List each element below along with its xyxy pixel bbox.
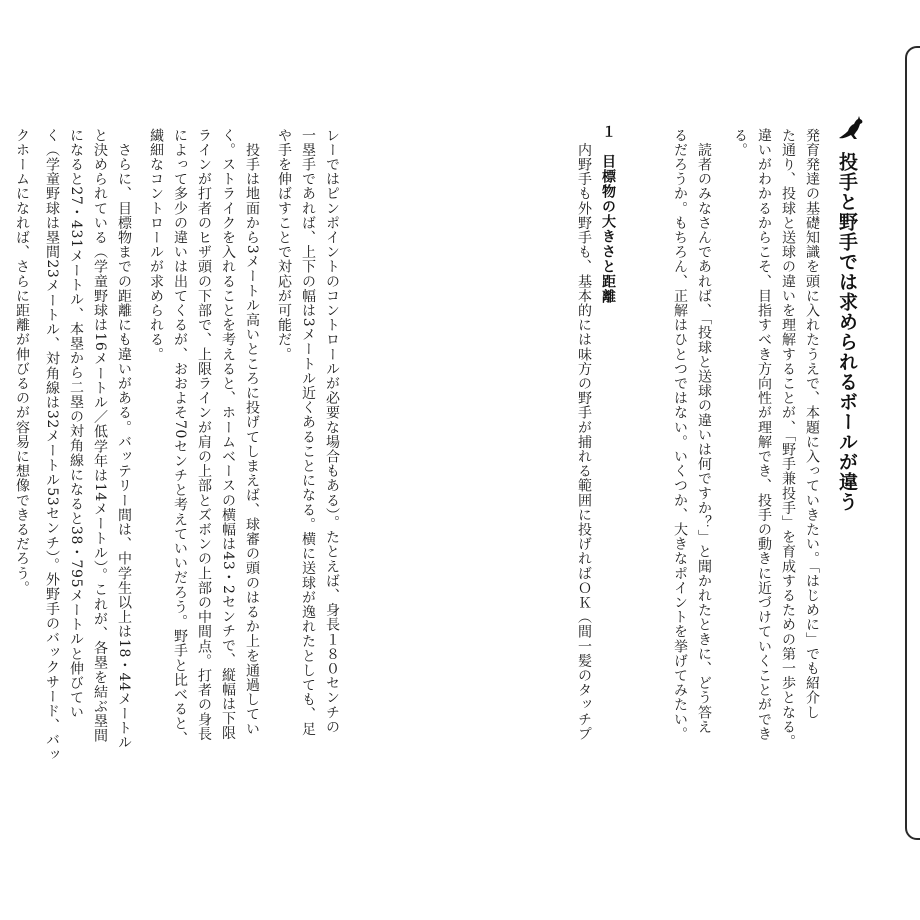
body-line: る。	[732, 128, 748, 158]
kangaroo-icon	[836, 114, 866, 142]
body-line: レーではピンポイントのコントロールが必要な場合もある）。たとえば、身長１８０センチの	[324, 128, 340, 735]
body-line: た通り、投球と送球の違いを理解することが、「野手兼投手」を育成するための第一歩となる。	[780, 128, 796, 749]
body-line: ラインが打者のヒザ頭の下部で、上限ラインが肩の上部とズボンの上部の中間点。打者の身長	[196, 128, 212, 742]
body-line: るだろうか。もちろん、正解はひとつではない。いくつか、大きなポイントを挙げてみたい。	[672, 128, 688, 742]
body-line: 繊細なコントロールが求められる。	[148, 128, 164, 362]
body-line: 発育発達の基礎知識を頭に入れたうえで、本題に入っていきたい。「はじめに」でも紹介し	[804, 128, 820, 720]
body-line: と決められている（学童野球は16メートル／低学年は14メートル）。これが、各塁を結ぶ塁間	[92, 128, 108, 744]
body-line: 読者のみなさんであれば、「投球と送球の違いは何ですか？」と聞かれたときに、どう答え	[696, 128, 712, 735]
body-line: さらに、目標物までの距離にも違いがある。バッテリー間は、中学生以上は18・44メートル	[116, 128, 132, 751]
body-line: クホームになれば、さらに距離が伸びるのが容易に想像できるだろう。	[14, 128, 30, 596]
body-line: によって多少の違いは出てくるが、おおよそ70センチと考えていいだろう。野手と比べると、	[172, 128, 188, 746]
chapter-title: 投手と野手では求められるボールが違う	[836, 152, 858, 512]
body-line: 内野手も外野手も、基本的には味方の野手が捕れる範囲に投げればＯＫ（間一髪のタッチプ	[576, 128, 592, 742]
page-edge	[905, 46, 920, 840]
body-line: く（学童野球は塁間23メートル、対角線は32メートル53センチ）。外野手のバックサード、バッ	[44, 128, 60, 763]
body-line: や手を伸ばすことで対応が可能だ。	[276, 128, 292, 362]
body-line: 一塁手であれば、上下の幅は3メートル近くあることになる。横に送球が逸れたとしても、足	[300, 128, 316, 737]
body-line: 違いがわかるからこそ、目指すべき方向性が理解でき、投手の動きに近づけていくことができ	[756, 128, 772, 742]
section-heading: １ 目標物の大きさと距離	[600, 124, 616, 304]
body-line: になると27・431メートル、本塁から二塁の対角線になると38・795メートルと伸びてい	[68, 128, 84, 720]
body-line: 投手は地面から3メートル高いところに投げてしまえば、球審の頭のはるか上を通過してい	[244, 128, 260, 737]
body-line: く。ストライクを入れることを考えると、ホームベースの横幅は43・2センチで、縦幅は下限	[220, 128, 236, 741]
